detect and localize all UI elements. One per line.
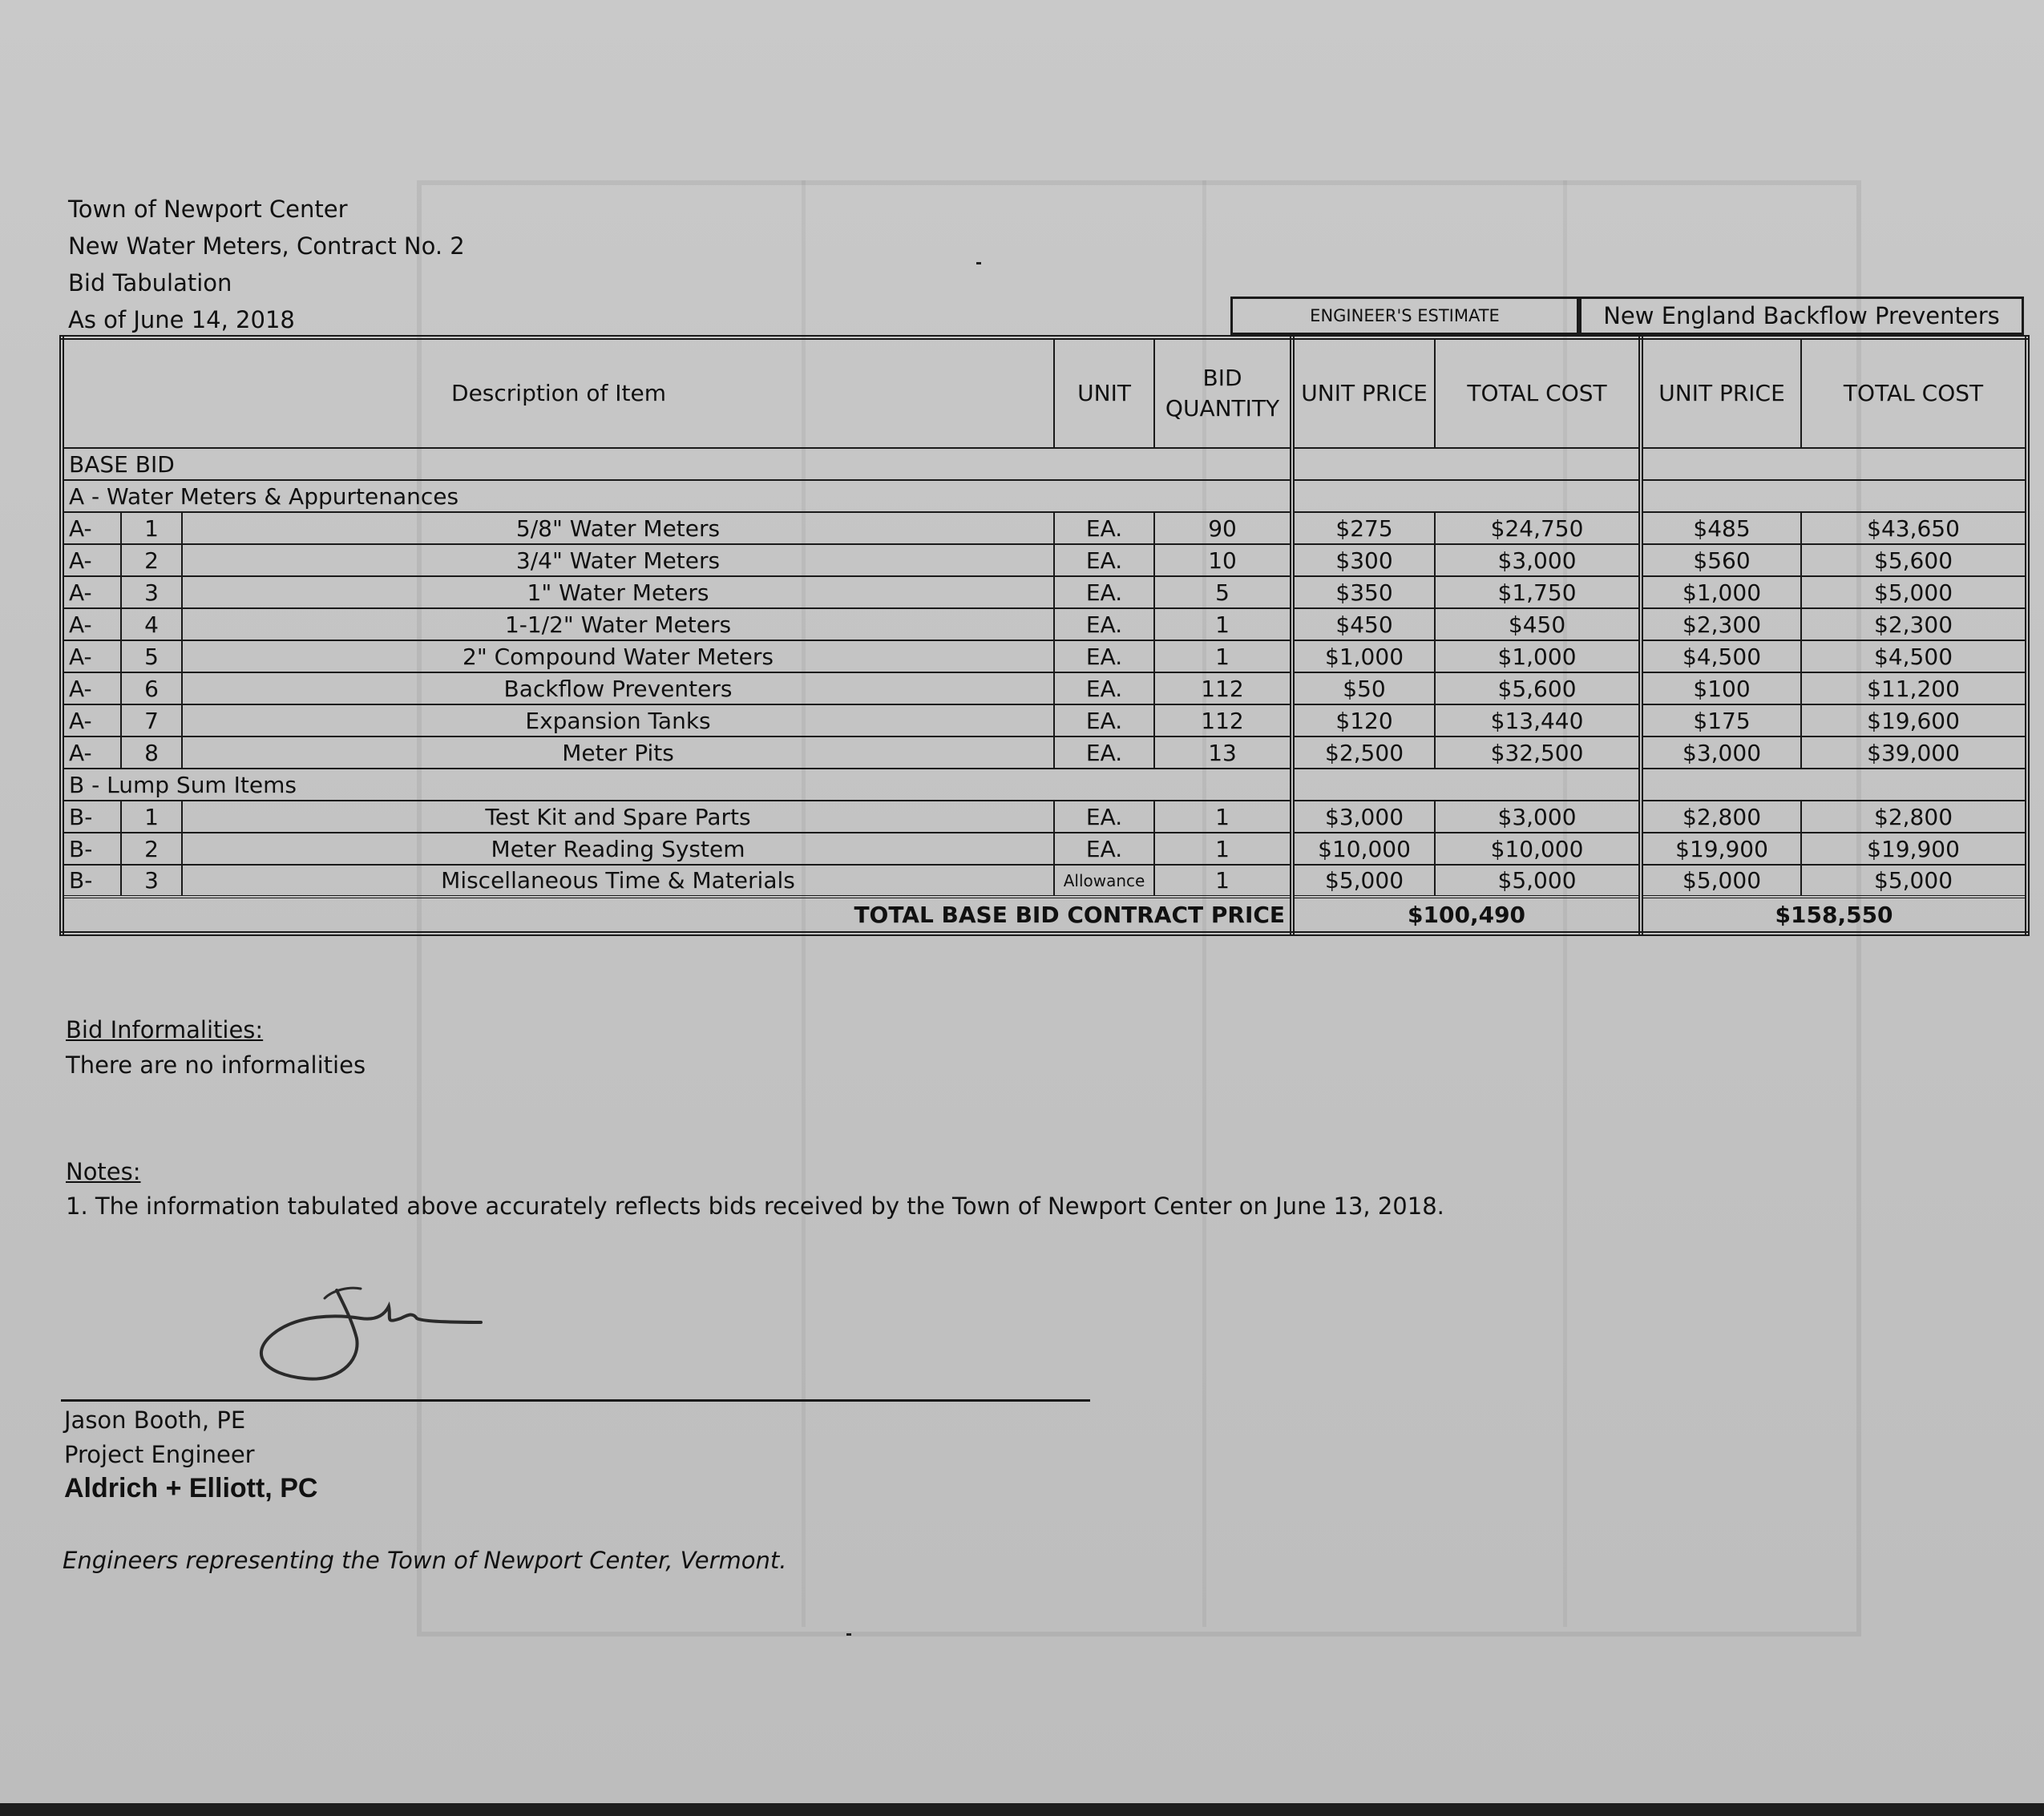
item-prefix: B- (62, 801, 121, 833)
item-description: Test Kit and Spare Parts (182, 801, 1054, 833)
contractor-unit-price: $485 (1641, 512, 1801, 544)
engineer-unit-price: $450 (1292, 608, 1435, 640)
total-contractor: $158,550 (1641, 897, 2027, 934)
contractor-unit-price: $2,800 (1641, 801, 1801, 833)
contractor-total-cost: $2,300 (1801, 608, 2027, 640)
engineer-unit-price: $275 (1292, 512, 1435, 544)
contractor-total-cost: $2,800 (1801, 801, 2027, 833)
item-quantity: 1 (1154, 640, 1292, 672)
item-prefix: A- (62, 704, 121, 736)
col-neb-unit-price: UNIT PRICE (1641, 337, 1801, 448)
contractor-total-cost: $11,200 (1801, 672, 2027, 704)
table-row (62, 544, 2027, 576)
signer-name: Jason Booth, PE (64, 1406, 246, 1434)
contractor-unit-price: $175 (1641, 704, 1801, 736)
item-quantity: 112 (1154, 672, 1292, 704)
item-prefix: A- (62, 512, 121, 544)
item-prefix: A- (62, 672, 121, 704)
item-number: 4 (121, 608, 182, 640)
section-base-bid: BASE BID (62, 448, 1292, 480)
engineer-total-cost: $5,600 (1435, 672, 1641, 704)
contractor-unit-price: $3,000 (1641, 736, 1801, 769)
engineer-unit-price: $300 (1292, 544, 1435, 576)
item-unit: EA. (1054, 544, 1154, 576)
bid-tabulation-table (59, 335, 2030, 936)
header-project: New Water Meters, Contract No. 2 (68, 232, 465, 260)
item-prefix: A- (62, 608, 121, 640)
item-number: 5 (121, 640, 182, 672)
item-description: 1-1/2" Water Meters (182, 608, 1054, 640)
scan-bottom-edge (0, 1803, 2044, 1816)
engineer-total-cost: $3,000 (1435, 801, 1641, 833)
contractor-total-cost: $5,000 (1801, 576, 2027, 608)
signer-title: Project Engineer (64, 1441, 255, 1468)
engineer-total-cost: $1,000 (1435, 640, 1641, 672)
section-blank (1292, 769, 1641, 801)
item-description: Meter Pits (182, 736, 1054, 769)
signature-line (61, 1399, 1090, 1402)
table-row (62, 865, 2027, 897)
item-number: 3 (121, 576, 182, 608)
item-unit: Allowance (1054, 865, 1154, 897)
item-number: 2 (121, 544, 182, 576)
section-blank (1641, 769, 2027, 801)
total-row (62, 897, 2027, 934)
engineer-unit-price: $1,000 (1292, 640, 1435, 672)
contractor-total-cost: $43,650 (1801, 512, 2027, 544)
document-header (68, 191, 465, 338)
section-row-b (62, 769, 2027, 801)
engineer-estimate-header: ENGINEER'S ESTIMATE (1230, 297, 1579, 335)
engineer-total-cost: $450 (1435, 608, 1641, 640)
section-blank (1292, 448, 1641, 480)
item-unit: EA. (1054, 736, 1154, 769)
handwritten-signature (248, 1274, 489, 1386)
section-a-title: A - Water Meters & Appurtenances (62, 480, 1292, 512)
informalities-text: There are no informalities (66, 1051, 366, 1079)
table-row (62, 833, 2027, 865)
item-quantity: 1 (1154, 865, 1292, 897)
item-description: 3/4" Water Meters (182, 544, 1054, 576)
engineer-total-cost: $3,000 (1435, 544, 1641, 576)
item-unit: EA. (1054, 672, 1154, 704)
column-header-row (62, 337, 2027, 448)
item-description: 5/8" Water Meters (182, 512, 1054, 544)
engineer-unit-price: $10,000 (1292, 833, 1435, 865)
col-bid-quantity-line2: QUANTITY (1165, 395, 1280, 422)
engineer-unit-price: $2,500 (1292, 736, 1435, 769)
section-row-base-bid (62, 448, 2027, 480)
engineer-unit-price: $50 (1292, 672, 1435, 704)
item-description: Backflow Preventers (182, 672, 1054, 704)
item-prefix: B- (62, 865, 121, 897)
item-description: Expansion Tanks (182, 704, 1054, 736)
notes-title: Notes: (66, 1158, 141, 1185)
engineer-total-cost: $5,000 (1435, 865, 1641, 897)
item-number: 7 (121, 704, 182, 736)
col-unit: UNIT (1054, 337, 1154, 448)
item-unit: EA. (1054, 512, 1154, 544)
scan-speck (846, 1633, 851, 1636)
contractor-total-cost: $5,000 (1801, 865, 2027, 897)
informalities-title: Bid Informalities: (66, 1016, 264, 1043)
item-number: 8 (121, 736, 182, 769)
contractor-header: New England Backflow Preventers (1579, 297, 2024, 335)
contractor-unit-price: $5,000 (1641, 865, 1801, 897)
col-bid-quantity-line1: BID (1202, 365, 1242, 391)
engineer-unit-price: $5,000 (1292, 865, 1435, 897)
engineer-unit-price: $120 (1292, 704, 1435, 736)
engineer-total-cost: $10,000 (1435, 833, 1641, 865)
item-number: 1 (121, 512, 182, 544)
contractor-total-cost: $19,600 (1801, 704, 2027, 736)
col-neb-total-cost: TOTAL COST (1801, 337, 2027, 448)
table-row (62, 801, 2027, 833)
header-town: Town of Newport Center (68, 196, 348, 223)
table-row (62, 640, 2027, 672)
engineer-total-cost: $1,750 (1435, 576, 1641, 608)
contractor-unit-price: $19,900 (1641, 833, 1801, 865)
item-prefix: A- (62, 640, 121, 672)
item-quantity: 5 (1154, 576, 1292, 608)
contractor-total-cost: $4,500 (1801, 640, 2027, 672)
col-eng-unit-price: UNIT PRICE (1292, 337, 1435, 448)
contractor-unit-price: $100 (1641, 672, 1801, 704)
contractor-unit-price: $2,300 (1641, 608, 1801, 640)
item-unit: EA. (1054, 801, 1154, 833)
contractor-total-cost: $39,000 (1801, 736, 2027, 769)
section-blank (1292, 480, 1641, 512)
table-row (62, 576, 2027, 608)
item-description: Meter Reading System (182, 833, 1054, 865)
section-blank (1641, 448, 2027, 480)
col-description: Description of Item (62, 337, 1054, 448)
item-unit: EA. (1054, 608, 1154, 640)
signer-company: Aldrich + Elliott, PC (64, 1473, 318, 1503)
col-eng-total-cost: TOTAL COST (1435, 337, 1641, 448)
signer-tagline: Engineers representing the Town of Newport Center, Vermont. (63, 1547, 787, 1574)
header-date: As of June 14, 2018 (68, 306, 295, 333)
engineer-unit-price: $3,000 (1292, 801, 1435, 833)
item-unit: EA. (1054, 704, 1154, 736)
item-quantity: 1 (1154, 608, 1292, 640)
scan-speck (976, 262, 981, 264)
item-quantity: 1 (1154, 833, 1292, 865)
item-unit: EA. (1054, 833, 1154, 865)
item-number: 2 (121, 833, 182, 865)
item-number: 3 (121, 865, 182, 897)
notes-item-1: 1. The information tabulated above accurately reflects bids received by the Town of Newport Center on June 13, 2018. (66, 1193, 1444, 1220)
total-label: TOTAL BASE BID CONTRACT PRICE (62, 897, 1292, 934)
item-prefix: A- (62, 544, 121, 576)
table-row (62, 608, 2027, 640)
engineer-total-cost: $13,440 (1435, 704, 1641, 736)
item-quantity: 10 (1154, 544, 1292, 576)
table-row (62, 512, 2027, 544)
engineer-total-cost: $32,500 (1435, 736, 1641, 769)
contractor-unit-price: $4,500 (1641, 640, 1801, 672)
table-row (62, 672, 2027, 704)
item-prefix: A- (62, 736, 121, 769)
item-description: 1" Water Meters (182, 576, 1054, 608)
section-blank (1641, 480, 2027, 512)
total-engineer: $100,490 (1292, 897, 1641, 934)
contractor-total-cost: $19,900 (1801, 833, 2027, 865)
item-quantity: 112 (1154, 704, 1292, 736)
col-bid-quantity (1154, 337, 1292, 448)
item-description: Miscellaneous Time & Materials (182, 865, 1054, 897)
item-number: 6 (121, 672, 182, 704)
item-quantity: 13 (1154, 736, 1292, 769)
engineer-total-cost: $24,750 (1435, 512, 1641, 544)
item-unit: EA. (1054, 640, 1154, 672)
item-prefix: B- (62, 833, 121, 865)
item-prefix: A- (62, 576, 121, 608)
contractor-unit-price: $1,000 (1641, 576, 1801, 608)
item-number: 1 (121, 801, 182, 833)
contractor-total-cost: $5,600 (1801, 544, 2027, 576)
item-quantity: 1 (1154, 801, 1292, 833)
item-quantity: 90 (1154, 512, 1292, 544)
section-b-title: B - Lump Sum Items (62, 769, 1292, 801)
item-description: 2" Compound Water Meters (182, 640, 1054, 672)
header-doc-type: Bid Tabulation (68, 269, 232, 297)
contractor-unit-price: $560 (1641, 544, 1801, 576)
section-row-a (62, 480, 2027, 512)
table-row (62, 736, 2027, 769)
item-unit: EA. (1054, 576, 1154, 608)
engineer-unit-price: $350 (1292, 576, 1435, 608)
table-row (62, 704, 2027, 736)
